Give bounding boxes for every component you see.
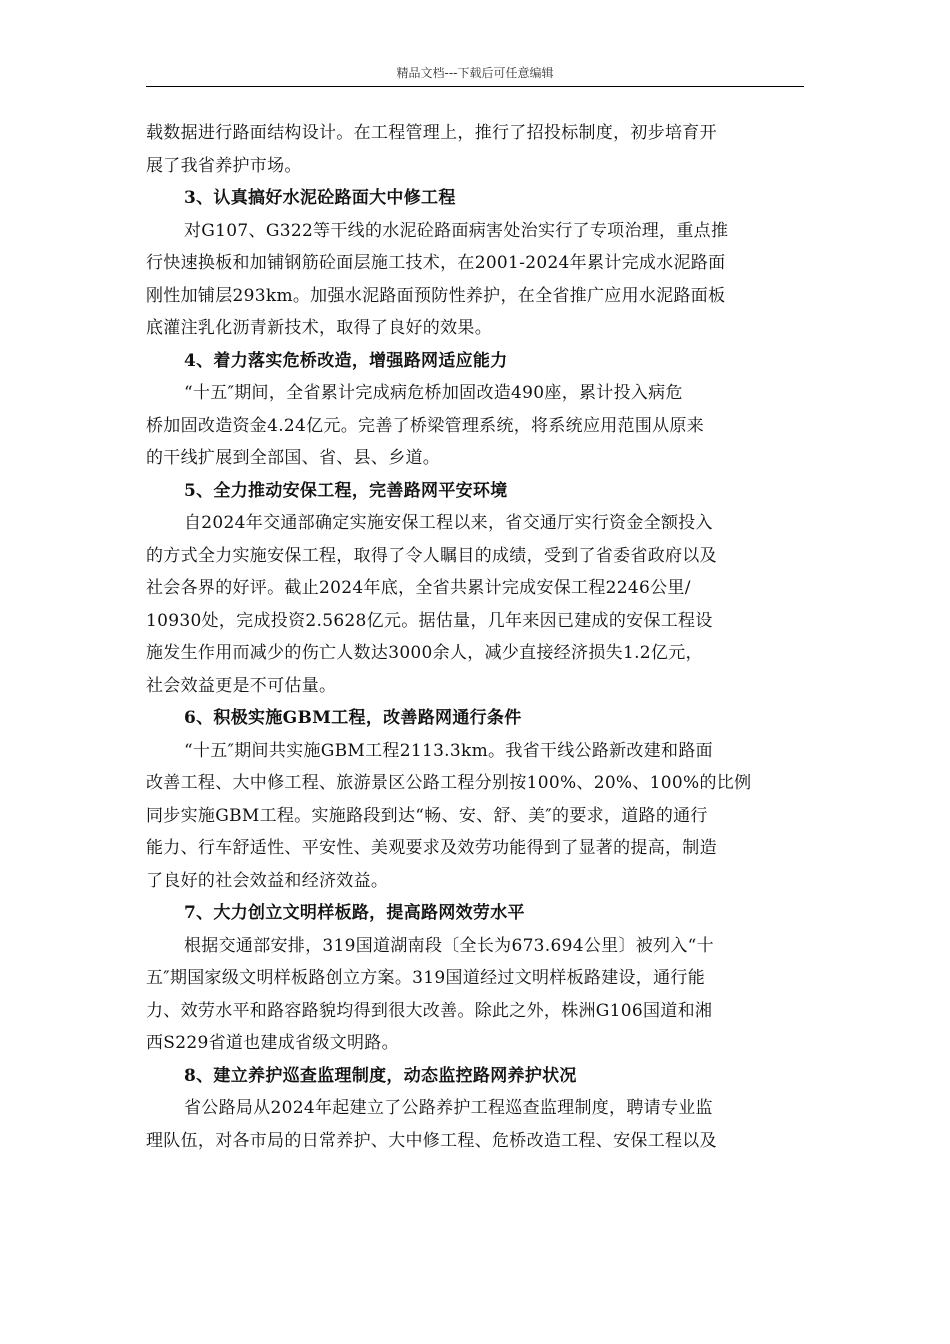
header-divider [146, 86, 804, 87]
section-heading: 3、认真搞好水泥砼路面大中修工程 [184, 188, 456, 208]
paragraph-line: 了良好的社会效益和经济效益。 [146, 870, 389, 891]
paragraph-line: 底灌注乳化沥青新技术，取得了良好的效果。 [146, 318, 492, 338]
paragraph-line: 10930处，完成投资2.5628亿元。据估量，几年来因已建成的安保工程设 [146, 610, 713, 631]
paragraph-line: 改善工程、大中修工程、旅游景区公路工程分别按100%、20%、100%的比例 [146, 773, 752, 793]
paragraph-line: 的干线扩展到全部国、省、县、乡道。 [146, 448, 441, 468]
paragraph-line: 同步实施GBM工程。实施路段到达“畅、安、舒、美″的要求，道路的通行 [146, 805, 708, 826]
paragraph-line: 桥加固改造资金4.24亿元。完善了桥梁管理系统，将系统应用范围从原来 [146, 415, 705, 436]
paragraph-line: “十五″期间共实施GBM工程2113.3km。我省干线公路新改建和路面 [184, 740, 713, 761]
section-heading: 7、大力创立文明样板路，提高路网效劳水平 [184, 903, 525, 923]
paragraph-line: 社会各界的好评。截止2024年底，全省共累计完成安保工程2246公里/ [146, 578, 691, 598]
paragraph-line: 载数据进行路面结构设计。在工程管理上，推行了招投标制度，初步培育开 [146, 123, 717, 143]
paragraph-line: 社会效益更是不可估量。 [146, 675, 337, 696]
section-heading: 8、建立养护巡查监理制度，动态监控路网养护状况 [184, 1065, 577, 1086]
paragraph-line: 行快速换板和加铺钢筋砼面层施工技术，在2001-2024年累计完成水泥路面 [146, 253, 726, 273]
document-body [146, 117, 806, 1157]
section-heading: 6、积极实施GBM工程，改善路网通行条件 [184, 708, 522, 728]
section-heading: 4、着力落实危桥改造，增强路网适应能力 [184, 350, 508, 371]
paragraph-line: 根据交通部安排，319国道湖南段〔全长为673.694公里〕被列入“十 [184, 935, 714, 956]
paragraph-line: 理队伍，对各市局的日常养护、大中修工程、危桥改造工程、安保工程以及 [146, 1130, 717, 1151]
paragraph-line: 施发生作用而减少的伤亡人数达3000余人，减少直接经济损失1.2亿元， [146, 643, 703, 663]
paragraph-line: 对G107、G322等干线的水泥砼路面病害处治实行了专项治理，重点推 [184, 220, 729, 241]
paragraph-line: 五″期国家级文明样板路创立方案。319国道经过文明样板路建设，通行能 [146, 968, 705, 988]
paragraph-line: 自2024年交通部确定实施安保工程以来，省交通厅实行资金全额投入 [184, 513, 713, 533]
paragraph-line: 刚性加铺层293km。加强水泥路面预防性养护，在全省推广应用水泥路面板 [146, 285, 726, 306]
paragraph-line: 力、效劳水平和路容路貌均得到很大改善。除此之外，株洲G106国道和湘 [146, 1000, 713, 1021]
page-header: 精品文档---下载后可任意编辑 [396, 66, 554, 80]
paragraph-line: 西S229省道也建成省级文明路。 [146, 1033, 399, 1053]
paragraph-line: 省公路局从2024年起建立了公路养护工程巡查监理制度，聘请专业监 [184, 1098, 713, 1118]
paragraph-line: 能力、行车舒适性、平安性、美观要求及效劳功能得到了显著的提高，制造 [146, 838, 717, 858]
paragraph-line: 的方式全力实施安保工程，取得了令人瞩目的成绩，受到了省委省政府以及 [146, 545, 717, 566]
paragraph-line: 展了我省养护市场。 [146, 155, 302, 176]
paragraph-line: “十五″期间，全省累计完成病危桥加固改造490座，累计投入病危 [184, 383, 683, 403]
section-heading: 5、全力推动安保工程，完善路网平安环境 [184, 480, 508, 501]
